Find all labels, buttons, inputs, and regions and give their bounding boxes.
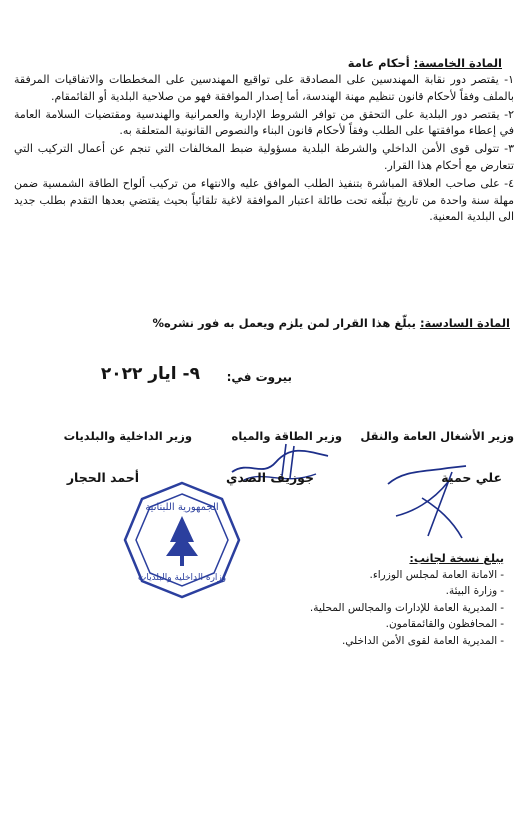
article5-title: أحكام عامة: [347, 56, 410, 70]
minister-transport-name: علي حمية: [441, 470, 502, 485]
cedar-icon: [166, 516, 198, 566]
stamp-bottom-text: وزارة الداخلية والبلديات: [137, 573, 227, 583]
list-item: -المديرية العامة لقوى الأمن الداخلي.: [341, 634, 504, 647]
clause-1: ١- يقتصر دور نقابة المهندسين على المصادقة على تواقيع المهندسين على المخططات والاتفاقيات المرفقة بالملف وفقاً لأحكام قانون تنظيم مهنة الهندسة، أما إصدار الموافقة فهو من صلاحية البلدية أو القائمقام.: [14, 73, 514, 103]
minister-transport-title: وزير الأشغال العامة والنقل: [360, 429, 514, 443]
cc-list: [310, 567, 504, 649]
article5-label: المادة الخامسة:: [413, 56, 502, 70]
list-item: -المديرية العامة للإدارات والمجالس المحلية.: [309, 601, 504, 614]
article6-label: المادة السادسة:: [419, 316, 510, 330]
article6: [20, 316, 510, 330]
clause-2: ٢- يقتصر دور البلدية على التحقق من توافر الشروط الإدارية والعمرانية والهندسية ومقتضيات السلامة العامة في إعطاء موافقتها على الطلب وفقاً لأحكام قانون البناء والنصوص القانونية المتعلقة به.: [14, 107, 514, 138]
minister-energy-name: جوزيف الصدي: [226, 470, 314, 485]
copy-recipients: [310, 552, 504, 649]
minister-energy-title: وزير الطاقة والمياه: [231, 429, 342, 443]
list-item: -المحافظون والقائمقامون.: [385, 618, 504, 631]
clause-4: ٤- على صاحب العلاقة المباشرة بتنفيذ الطلب الموافق عليه والانتهاء من تركيب ألواح الطاقة الشمسية ضمن مهلة سنة واحدة من تاريخ تبلّغه تحت طائلة اعتبار الموافقة لاغية تلقائياً بحيث يقتضي بعدها التقدم بطلب جديد الى البلدية المعنية.: [14, 176, 514, 224]
list-item: -الامانة العامة لمجلس الوزراء.: [369, 569, 504, 581]
cc-title: يبلغ نسخة لجانب:: [409, 552, 504, 565]
list-item: -وزارة البيئة.: [445, 585, 504, 598]
clause-3: ٣- تتولى قوى الأمن الداخلي والشرطة البلدية مسؤولية ضبط المخالفات التي تنجم عن أعمال التركيب التي تتعارض مع أحكام هذا القرار.: [14, 142, 514, 172]
minister-interior-name: أحمد الحجار: [66, 470, 139, 485]
minister-interior-title: وزير الداخلية والبلديات: [63, 429, 192, 443]
place-label: بيروت في:: [226, 370, 292, 384]
article5-clauses: [14, 72, 514, 227]
stamp-top-text: الجمهورية اللبنانية: [145, 502, 219, 513]
article6-text: يبلّغ هذا القرار لمن يلزم ويعمل به فور نشره%: [152, 316, 416, 330]
interior-ministry-stamp: [122, 480, 242, 600]
article5-heading: [348, 56, 502, 70]
handwritten-date: ٩- ايار ٢٠٢٢: [100, 364, 200, 384]
